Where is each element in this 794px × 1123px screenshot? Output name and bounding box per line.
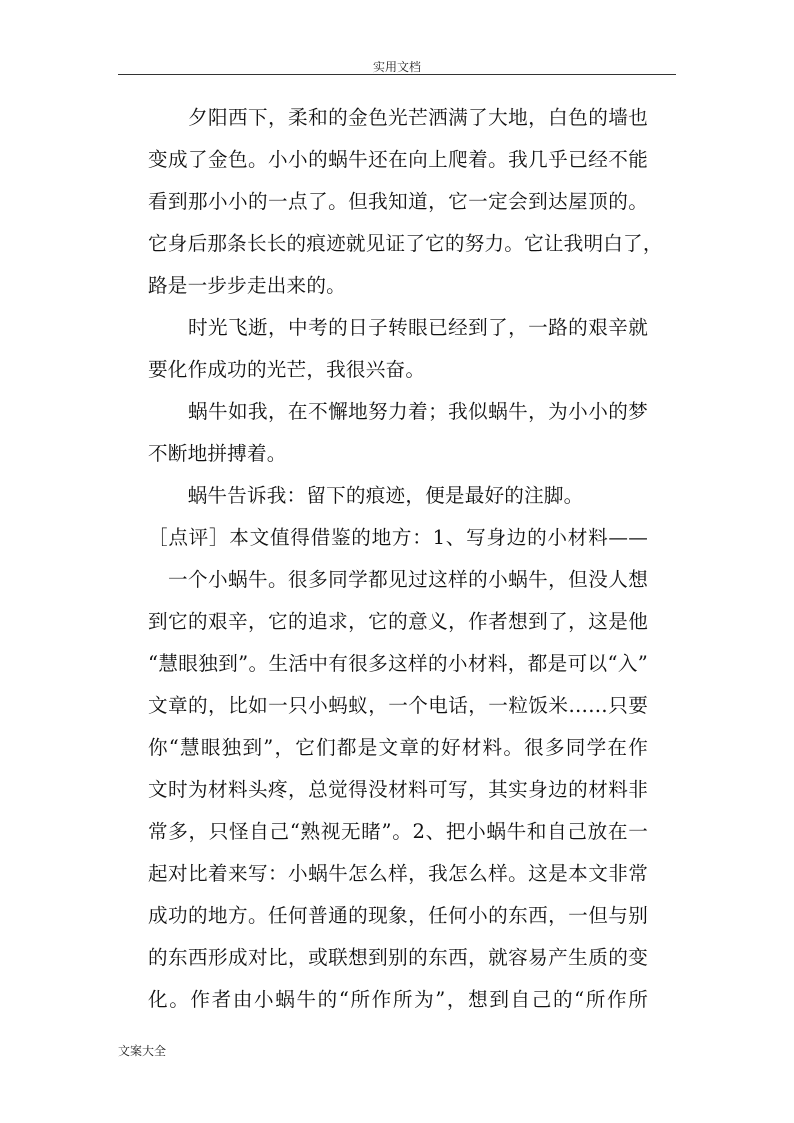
text-line: 要化作成功的光芒，我很兴奋。	[148, 358, 426, 381]
comment-line: 起对比着来写：小蜗牛怎么样，我怎么样。这是本文非常	[148, 862, 648, 885]
comment-line: 文时为材料头疼，总觉得没材料可写，其实身边的材料非	[148, 778, 648, 801]
text-line: 看到那小小的一点了。但我知道，它一定会到达屋顶的。	[148, 190, 648, 213]
footer-label: 文案大全	[118, 1044, 167, 1058]
text-line: 路是一步步走出来的。	[148, 274, 346, 297]
comment-line: 的东西形成对比，或联想到别的东西，就容易产生质的变	[148, 946, 648, 969]
comment-line: 你“慧眼独到”，它们都是文章的好材料。很多同学在作	[148, 736, 648, 759]
comment-line: “慧眼独到”。生活中有很多这样的小材料，都是可以“入”	[148, 652, 648, 675]
text-line: 它身后那条长长的痕迹就见证了它的努力。它让我明白了，	[148, 232, 663, 255]
comment-line: 文章的，比如一只小蚂蚁，一个电话，一粒饭米……只要	[148, 694, 648, 717]
text-line: 蜗牛如我，在不懈地努力着；我似蜗牛，为小小的梦	[148, 400, 648, 423]
header-title: 实用文档	[372, 60, 421, 74]
text-line: 变成了金色。小小的蜗牛还在向上爬着。我几乎已经不能	[148, 148, 648, 171]
comment-line: 常多，只怪自己“熟视无睹”。2、把小蜗牛和自己放在一	[148, 820, 648, 843]
comment-line: 化。作者由小蜗牛的“所作所为”，想到自己的“所作所	[148, 988, 648, 1011]
comment-line: ［点评］本文值得借鉴的地方：1、写身边的小材料——	[148, 526, 648, 549]
text-line: 蜗牛告诉我：留下的痕迹，便是最好的注脚。	[148, 484, 584, 507]
comment-line: 到它的艰辛，它的追求，它的意义，作者想到了，这是他	[148, 610, 648, 633]
comment-line: 成功的地方。任何普通的现象，任何小的东西，一但与别	[148, 904, 648, 927]
text-line: 夕阳西下，柔和的金色光芒洒满了大地，白色的墙也	[148, 106, 648, 129]
text-line: 不断地拼搏着。	[148, 442, 287, 465]
comment-line: 一个小蜗牛。很多同学都见过这样的小蜗牛，但没人想	[148, 568, 648, 591]
text-line: 时光飞逝，中考的日子转眼已经到了，一路的艰辛就	[148, 316, 648, 339]
header-divider	[118, 74, 676, 75]
